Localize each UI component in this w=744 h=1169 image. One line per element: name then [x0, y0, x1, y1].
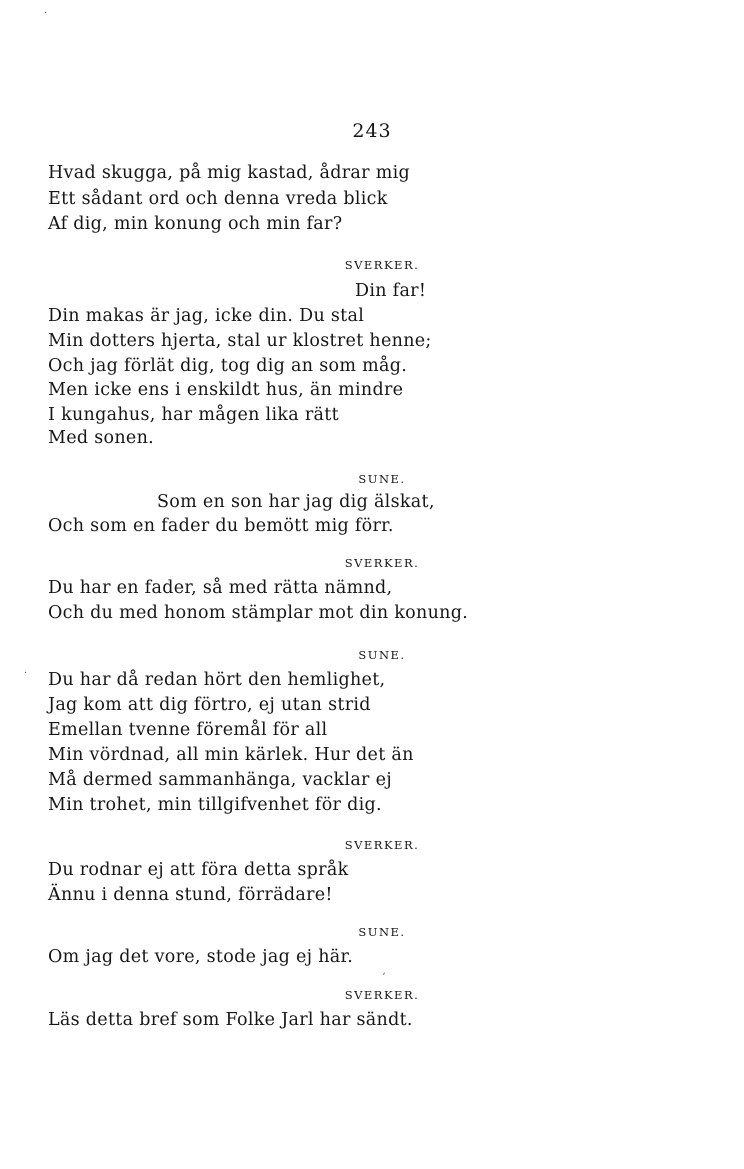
verse-line: Min dotters hjerta, stal ur klostret henne;: [48, 331, 432, 351]
page-number: 243: [352, 120, 392, 142]
verse-line: Och du med honom stämplar mot din konung.: [48, 603, 469, 623]
verse-line: Om jag det vore, stode jag ej här.: [48, 947, 354, 967]
scan-speck: ·: [24, 668, 28, 679]
speaker-name: SUNE.: [358, 648, 406, 662]
speaker-name: SVERKER.: [344, 838, 420, 852]
verse-line: Min trohet, min tillgifvenhet för dig.: [48, 795, 382, 815]
verse-line: Hvad skugga, på mig kastad, ådrar mig: [48, 163, 410, 183]
verse-line: Men icke ens i enskildt hus, än mindre: [48, 380, 404, 400]
speaker-name: SVERKER.: [344, 556, 420, 570]
scan-speck: ʼ: [382, 972, 386, 983]
verse-line: Du rodnar ej att föra detta språk: [48, 860, 349, 880]
verse-line: Jag kom att dig förtro, ej utan strid: [48, 695, 371, 715]
speaker-name: SVERKER.: [344, 258, 420, 272]
verse-line: Läs detta bref som Folke Jarl har sändt.: [48, 1010, 413, 1030]
verse-line: Af dig, min konung och min far?: [48, 214, 343, 234]
verse-line: Ännu i denna stund, förrädare!: [48, 885, 333, 905]
speaker-name: SUNE.: [358, 925, 406, 939]
verse-line: Din makas är jag, icke din. Du stal: [48, 306, 365, 326]
verse-line: Emellan tvenne föremål för all: [48, 720, 328, 740]
speaker-name: SUNE.: [358, 472, 406, 486]
verse-line: Du har en fader, så med rätta nämnd,: [48, 578, 393, 598]
verse-line: Ett sådant ord och denna vreda blick: [48, 189, 388, 209]
verse-line: I kungahus, har mågen lika rätt: [48, 405, 339, 425]
verse-line: Du har då redan hört den hemlighet,: [48, 670, 386, 690]
verse-line: Och som en fader du bemött mig förr.: [48, 516, 394, 536]
scan-speck: ·: [44, 8, 48, 19]
verse-line: Och jag förlät dig, tog dig an som måg.: [48, 356, 408, 376]
speaker-name: SVERKER.: [344, 988, 420, 1002]
verse-line: Min vördnad, all min kärlek. Hur det än: [48, 745, 414, 765]
verse-line: Din far!: [355, 281, 427, 301]
verse-line: Med sonen.: [48, 428, 155, 448]
verse-line: Som en son har jag dig älskat,: [157, 492, 435, 512]
verse-line: Må dermed sammanhänga, vacklar ej: [48, 770, 392, 790]
